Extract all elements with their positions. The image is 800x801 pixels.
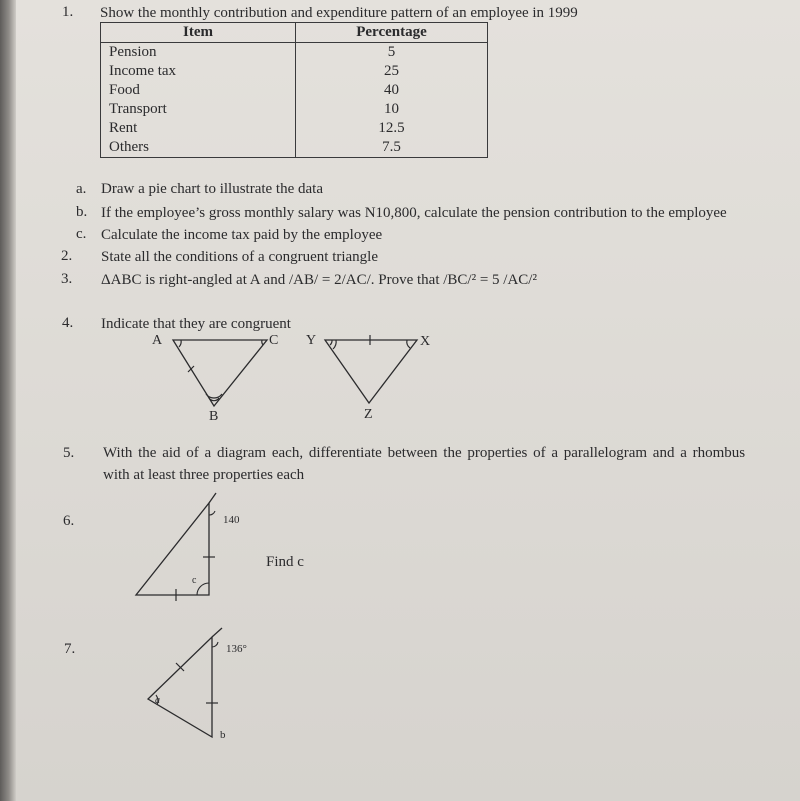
exterior-angle-arc bbox=[212, 642, 218, 647]
triangle-q6 bbox=[136, 503, 209, 595]
cell-percentage: 7.5 bbox=[296, 138, 488, 158]
cell-item: Rent bbox=[101, 119, 296, 138]
angle-c-arc bbox=[262, 340, 263, 345]
cell-item: Others bbox=[101, 138, 296, 158]
question-5-line2: with at least three properties each bbox=[103, 467, 305, 483]
angle-y-arc-outer bbox=[333, 340, 336, 349]
table-row bbox=[101, 43, 488, 63]
triangle-q7 bbox=[148, 637, 212, 737]
table-row bbox=[101, 100, 488, 119]
label-x: X bbox=[420, 334, 431, 349]
angle-label-c: c bbox=[192, 575, 197, 586]
angle-a-arc bbox=[179, 340, 181, 347]
question-7-number: 7. bbox=[64, 641, 76, 657]
angle-y-arc-inner bbox=[330, 340, 332, 345]
data-table bbox=[100, 22, 488, 158]
table-row bbox=[101, 138, 488, 158]
label-c: C bbox=[269, 333, 279, 348]
question-4-text: Indicate that they are congruent bbox=[101, 316, 291, 332]
part-c-label: c. bbox=[76, 226, 87, 242]
exterior-angle-arc bbox=[209, 511, 215, 515]
cell-percentage: 12.5 bbox=[296, 119, 488, 138]
label-b: B bbox=[209, 409, 219, 424]
angle-label-b: b bbox=[220, 729, 226, 741]
label-a: A bbox=[152, 333, 163, 348]
cell-percentage: 5 bbox=[296, 43, 488, 63]
question-6-number: 6. bbox=[63, 513, 75, 529]
part-a-text: Draw a pie chart to illustrate the data bbox=[101, 181, 323, 197]
part-a-label: a. bbox=[76, 181, 87, 197]
label-z: Z bbox=[364, 407, 373, 422]
header-item: Item bbox=[101, 23, 296, 43]
side-ab-tick bbox=[188, 366, 194, 372]
cell-item: Transport bbox=[101, 100, 296, 119]
question-3-number: 3. bbox=[61, 271, 73, 287]
question-6-figure bbox=[130, 495, 250, 605]
find-c-instruction: Find c bbox=[266, 554, 304, 570]
triangle-xyz bbox=[325, 340, 417, 403]
question-4-number: 4. bbox=[62, 315, 74, 331]
header-percentage: Percentage bbox=[296, 23, 488, 43]
cell-item: Income tax bbox=[101, 62, 296, 81]
part-b-text: If the employee’s gross monthly salary was N10,800, calculate the pension contribution to the employee bbox=[101, 205, 727, 221]
cell-item: Food bbox=[101, 81, 296, 100]
extended-side bbox=[212, 628, 222, 637]
question-7-figure bbox=[140, 625, 260, 750]
question-1-text: Show the monthly contribution and expenditure pattern of an employee in 1999 bbox=[100, 5, 578, 21]
label-y: Y bbox=[306, 333, 317, 348]
angle-c-arc bbox=[197, 583, 209, 595]
cell-percentage: 25 bbox=[296, 62, 488, 81]
question-3-text: ΔABC is right-angled at A and /AB/ = 2/AC/. Prove that /BC/² = 5 /AC/² bbox=[101, 272, 537, 288]
cell-percentage: 40 bbox=[296, 81, 488, 100]
question-2-number: 2. bbox=[61, 248, 73, 264]
extended-side bbox=[209, 493, 216, 503]
cell-item: Pension bbox=[101, 43, 296, 63]
angle-label-a: a bbox=[155, 695, 160, 706]
question-5-line1: With the aid of a diagram each, differentiate between the properties of a parallelogram and a rhombus bbox=[103, 445, 746, 461]
part-b-label: b. bbox=[76, 204, 88, 220]
cell-percentage: 10 bbox=[296, 100, 488, 119]
question-5-number: 5. bbox=[63, 445, 75, 461]
table-row bbox=[101, 119, 488, 138]
question-2-text: State all the conditions of a congruent triangle bbox=[101, 249, 379, 265]
page-edge-shadow bbox=[0, 0, 16, 801]
angle-label-140: 140 bbox=[223, 514, 240, 526]
table-header-row bbox=[101, 23, 488, 43]
hypotenuse-tick bbox=[176, 663, 184, 671]
table-row bbox=[101, 62, 488, 81]
question-1-number: 1. bbox=[62, 4, 74, 20]
congruent-triangles-figure bbox=[140, 330, 450, 425]
angle-x-arc bbox=[407, 340, 410, 348]
angle-label-136: 136° bbox=[226, 643, 247, 655]
table-row bbox=[101, 81, 488, 100]
part-c-text: Calculate the income tax paid by the employee bbox=[101, 227, 383, 243]
